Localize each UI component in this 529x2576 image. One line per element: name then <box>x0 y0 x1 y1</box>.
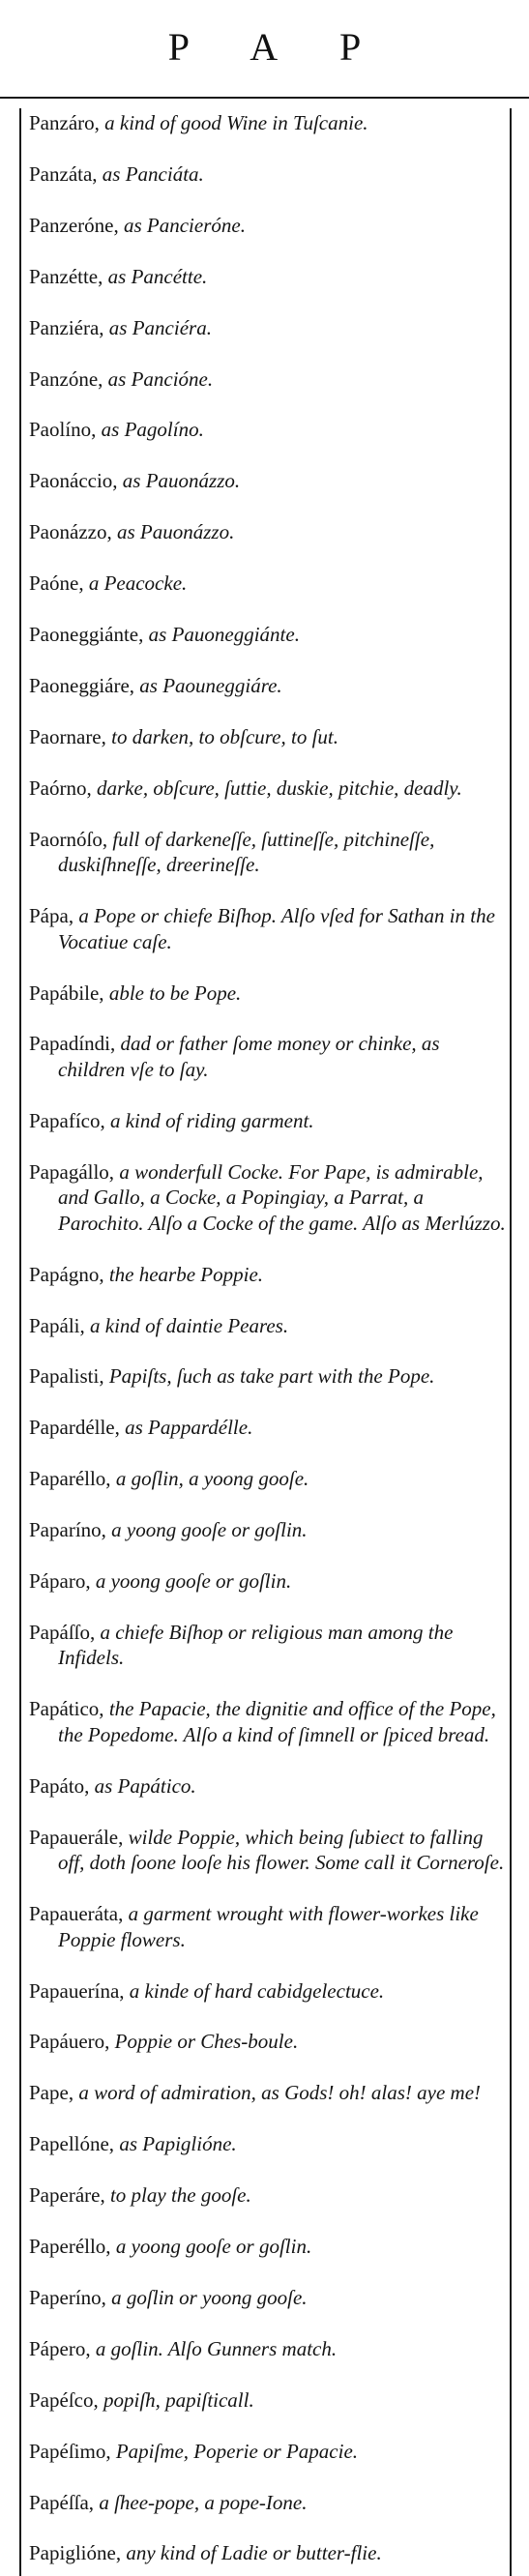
entry-headword: Paornare, <box>29 724 106 748</box>
entry-headword: Panzétte, <box>29 264 103 288</box>
dictionary-entry <box>29 903 507 954</box>
entry-headword: Panzeróne, <box>29 213 119 237</box>
entry-definition: a kind of good Wine in Tuſcanie. <box>104 111 368 134</box>
entry-definition: as Pancióne. <box>107 366 214 391</box>
page-header <box>0 0 529 93</box>
dictionary-entry <box>29 724 507 750</box>
dictionary-entry <box>29 1901 507 1952</box>
entry-definition: the Papacie, the dignitie and office of the Pope, the Popedome. Alſo a kind of ſimnell or ſpiced bread. <box>58 1697 496 1746</box>
entry-definition: a kinde of hard cabidgelectuce. <box>129 1978 385 2003</box>
dictionary-entry <box>29 776 507 802</box>
entry-headword: Paperáre, <box>29 2183 105 2208</box>
entry-definition: as Pancieróne. <box>123 213 246 237</box>
dictionary-entry <box>29 2336 507 2362</box>
dictionary-entry <box>29 264 507 290</box>
dictionary-entry <box>29 1568 507 1595</box>
dictionary-column <box>0 108 529 2576</box>
entry-definition: as Pancétte. <box>107 264 208 288</box>
entry-headword: Paórno, <box>29 776 92 800</box>
dictionary-entry <box>29 1363 507 1390</box>
entry-list <box>29 110 507 2566</box>
dictionary-entry <box>29 366 507 393</box>
entry-definition: as Pagolíno. <box>101 418 204 442</box>
entry-headword: Paparíno, <box>29 1518 106 1542</box>
entry-definition: as Paouneggiáre. <box>139 673 282 697</box>
entry-definition: as Papiglióne. <box>119 2132 237 2156</box>
dictionary-entry <box>29 571 507 597</box>
entry-headword: Papagállo, <box>29 1159 115 1184</box>
entry-headword: Papardélle, <box>29 1416 120 1440</box>
entry-definition: a yoong gooſe or goſlin. <box>111 1518 308 1542</box>
entry-headword: Papáuero, <box>29 2030 110 2054</box>
dictionary-entry <box>29 2540 507 2566</box>
entry-headword: Panziéra, <box>29 315 104 339</box>
header-rule <box>0 97 529 99</box>
entry-headword: Panzáta, <box>29 161 98 186</box>
entry-definition: a kind of daintie Peares. <box>90 1313 289 1337</box>
dictionary-entry <box>29 1415 507 1441</box>
entry-headword: Pape, <box>29 2081 74 2105</box>
entry-headword: Paornóſo, <box>29 827 108 851</box>
entry-definition: able to be Pope. <box>108 981 242 1005</box>
entry-definition: any kind of Ladie or butter-flie. <box>126 2541 382 2565</box>
entry-headword: Pápa, <box>29 904 74 928</box>
entry-definition: to play the gooſe. <box>109 2183 251 2208</box>
dictionary-entry <box>29 2234 507 2260</box>
entry-headword: Papaueráta, <box>29 1902 124 1926</box>
entry-headword: Papáli, <box>29 1313 85 1337</box>
entry-headword: Papafíco, <box>29 1108 105 1132</box>
dictionary-entry <box>29 1696 507 1747</box>
entry-headword: Paonázzo, <box>29 520 112 544</box>
running-head: P A P <box>167 24 389 69</box>
dictionary-entry <box>29 1466 507 1492</box>
dictionary-entry <box>29 827 507 878</box>
entry-headword: Paoneggiáre, <box>29 673 135 697</box>
entry-headword: Papauerína, <box>29 1978 125 2003</box>
dictionary-entry <box>29 2182 507 2209</box>
dictionary-entry <box>29 1773 507 1800</box>
dictionary-entry <box>29 519 507 545</box>
dictionary-entry <box>29 2387 507 2414</box>
entry-headword: Papauerále, <box>29 1825 124 1849</box>
dictionary-entry <box>29 1313 507 1339</box>
entry-definition: as Panciáta. <box>102 161 204 186</box>
dictionary-entry <box>29 2029 507 2055</box>
dictionary-entry <box>29 981 507 1007</box>
dictionary-entry <box>29 315 507 341</box>
dictionary-entry <box>29 1825 507 1876</box>
entry-headword: Papéſimo, <box>29 2439 111 2463</box>
entry-definition: a Peacocke. <box>88 571 188 596</box>
entry-headword: Pápero, <box>29 2336 91 2360</box>
entry-headword: Paonáccio, <box>29 469 118 493</box>
dictionary-entry <box>29 1159 507 1237</box>
entry-definition: a chiefe Biſhop or religious man among the Infidels. <box>58 1620 454 1670</box>
entry-definition: to darken, to obſcure, to ſut. <box>111 724 338 748</box>
dictionary-entry <box>29 417 507 443</box>
entry-definition: dad or father ſome money or chinke, as children vſe to ſay. <box>58 1032 440 1081</box>
dictionary-entry <box>29 161 507 188</box>
entry-headword: Papiglióne, <box>29 2541 122 2565</box>
dictionary-entry <box>29 2080 507 2106</box>
entry-definition: as Pappardélle. <box>125 1416 253 1440</box>
dictionary-entry <box>29 673 507 699</box>
entry-headword: Paóne, <box>29 571 84 596</box>
dictionary-entry <box>29 213 507 239</box>
left-column-rule <box>19 108 21 2576</box>
dictionary-entry <box>29 1517 507 1543</box>
entry-definition: a word of admiration, as Gods! oh! alas! aye me! <box>78 2081 482 2105</box>
entry-definition: a goſlin. Alſo Gunners match. <box>95 2336 338 2360</box>
entry-definition: a yoong gooſe or goſlin. <box>115 2235 312 2259</box>
dictionary-entry <box>29 1620 507 1671</box>
entry-headword: Papalisti, <box>29 1364 104 1389</box>
entry-definition: as Papático. <box>94 1773 196 1798</box>
entry-definition: a ſhee-pope, a pope-Ione. <box>99 2490 308 2514</box>
entry-headword: Papáſſo, <box>29 1620 96 1644</box>
dictionary-entry <box>29 110 507 136</box>
entry-definition: popiſh, papiſticall. <box>103 2387 254 2412</box>
entry-definition: darke, obſcure, ſuttie, duskie, pitchie, deadly. <box>97 776 462 800</box>
entry-headword: Papadíndi, <box>29 1032 116 1056</box>
dictionary-entry <box>29 622 507 648</box>
dictionary-entry <box>29 468 507 494</box>
entry-headword: Papático, <box>29 1697 104 1721</box>
entry-definition: as Panciéra. <box>108 315 212 339</box>
entry-definition: Papiſts, ſuch as take part with the Pope. <box>108 1364 435 1389</box>
right-column-rule <box>510 108 512 2576</box>
entry-headword: Papéſſa, <box>29 2490 95 2514</box>
entry-definition: a Pope or chiefe Biſhop. Alſo vſed for Sathan in the Vocatiue caſe. <box>58 904 495 953</box>
entry-definition: Papiſme, Poperie or Papacie. <box>115 2439 359 2463</box>
entry-headword: Panzáro, <box>29 111 100 134</box>
entry-headword: Papábile, <box>29 981 104 1005</box>
entry-definition: the hearbe Poppie. <box>108 1262 264 1286</box>
entry-headword: Paoneggiánte, <box>29 623 144 647</box>
entry-definition: a kind of riding garment. <box>109 1108 314 1132</box>
entry-headword: Páparo, <box>29 1569 91 1594</box>
entry-headword: Paperéllo, <box>29 2235 111 2259</box>
entry-definition: full of darkeneſſe, ſuttineſſe, pitchineſſe, duskiſhneſſe, dreerineſſe. <box>58 827 435 877</box>
entry-definition: a yoong gooſe or goſlin. <box>95 1569 292 1594</box>
entry-definition: as Pauonázzo. <box>122 469 241 493</box>
dictionary-entry <box>29 1031 507 1082</box>
entry-headword: Papéſco, <box>29 2387 99 2412</box>
entry-definition: a goſlin, a yoong gooſe. <box>115 1467 309 1491</box>
entry-definition: as Pauoneggiánte. <box>148 623 300 647</box>
dictionary-entry <box>29 2131 507 2157</box>
entry-headword: Papellóne, <box>29 2132 115 2156</box>
entry-definition: Poppie or Ches-boule. <box>114 2030 299 2054</box>
entry-headword: Papágno, <box>29 1262 104 1286</box>
dictionary-entry <box>29 2439 507 2465</box>
dictionary-entry <box>29 2285 507 2311</box>
entry-headword: Panzóne, <box>29 366 103 391</box>
entry-definition: wilde Poppie, which being ſubiect to falling off, doth ſoone looſe his flower. Some call it Corneroſe. <box>58 1825 505 1875</box>
entry-definition: a garment wrought with flower-workes like Poppie flowers. <box>58 1902 479 1951</box>
entry-headword: Paparéllo, <box>29 1467 111 1491</box>
entry-headword: Paolíno, <box>29 418 97 442</box>
entry-headword: Papáto, <box>29 1773 90 1798</box>
dictionary-entry <box>29 1262 507 1288</box>
entry-definition: a wonderfull Cocke. For Pape, is admirable, and Gallo, a Cocke, a Popingiay, a Parrat, a Parochito. Alſo a Cocke of the game. Alſo as Merlúzzo. <box>58 1159 506 1235</box>
entry-definition: a goſlin or yoong gooſe. <box>111 2285 308 2309</box>
entry-definition: as Pauonázzo. <box>116 520 235 544</box>
dictionary-entry <box>29 1108 507 1134</box>
dictionary-entry <box>29 2490 507 2516</box>
dictionary-entry <box>29 1978 507 2005</box>
entry-headword: Paperíno, <box>29 2285 106 2309</box>
